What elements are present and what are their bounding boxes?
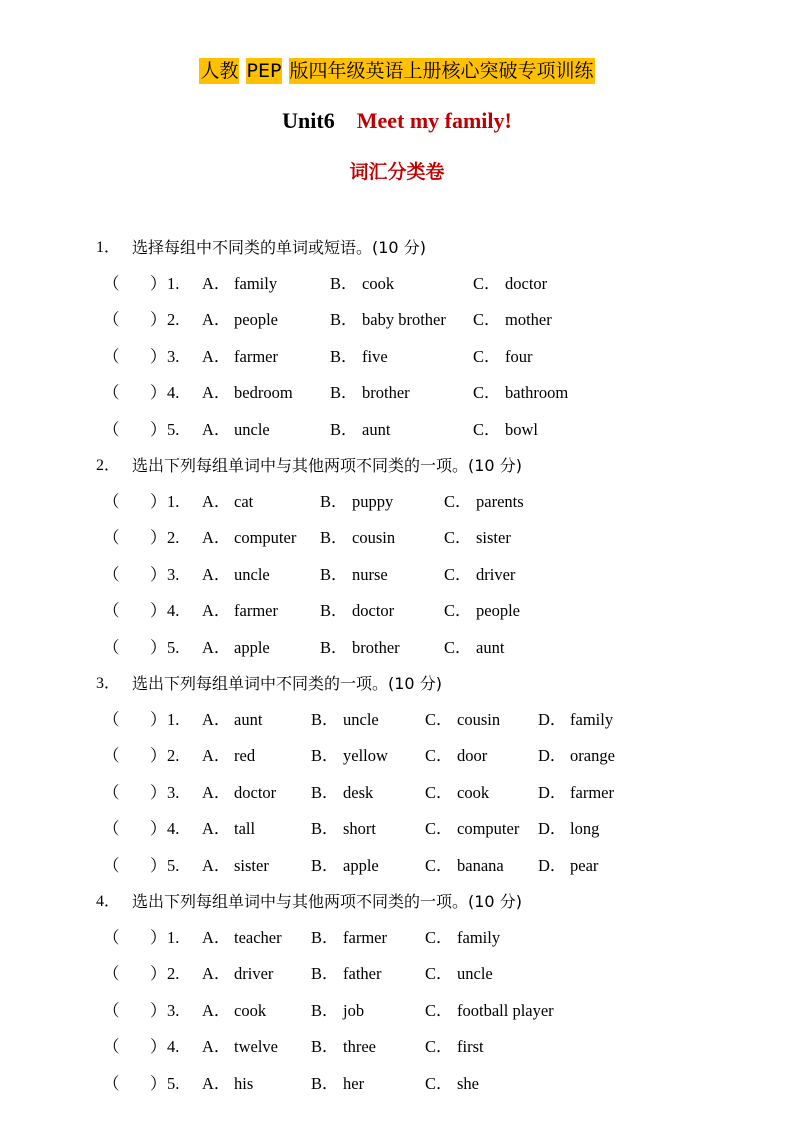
option-letter: A． xyxy=(202,1037,231,1057)
answer-blank-close: ） xyxy=(150,928,167,947)
item-number: 2. xyxy=(167,746,180,766)
option-word: cousin xyxy=(352,528,396,548)
question-row xyxy=(0,520,794,556)
option-letter: D． xyxy=(538,746,567,766)
option-word: four xyxy=(505,346,533,366)
question-section xyxy=(0,230,794,448)
option-word: farmer xyxy=(234,346,278,366)
banner-part: PEP xyxy=(246,60,282,82)
question-row xyxy=(0,1066,794,1102)
option-word: people xyxy=(476,601,520,621)
question-row xyxy=(0,993,794,1029)
answer-blank-close: ） xyxy=(150,310,167,330)
option-word: bowl xyxy=(505,419,538,439)
option-word: family xyxy=(234,274,278,293)
option-word: family xyxy=(457,928,501,947)
answer-blank-open[interactable]: （ xyxy=(103,855,120,875)
worksheet-subtitle: 词汇分类卷 xyxy=(349,161,445,183)
question-row xyxy=(0,775,794,811)
option-word: computer xyxy=(234,528,297,548)
option-word: father xyxy=(343,964,382,984)
answer-blank-close: ） xyxy=(150,1037,167,1057)
answer-blank-close: ） xyxy=(150,710,167,729)
option-letter: B． xyxy=(311,1037,339,1057)
item-number: 4. xyxy=(167,601,180,621)
option-letter: C． xyxy=(473,346,501,366)
option-letter: D． xyxy=(538,855,567,875)
item-number: 1. xyxy=(167,492,180,511)
question-header xyxy=(0,448,794,484)
answer-blank-close: ） xyxy=(150,274,167,293)
option-word: computer xyxy=(457,819,520,839)
answer-blank-close: ） xyxy=(150,492,167,511)
answer-blank-open[interactable]: （ xyxy=(103,819,120,839)
option-word: desk xyxy=(343,782,374,802)
option-letter: C． xyxy=(425,1037,453,1057)
item-number: 5. xyxy=(167,419,180,439)
answer-blank-open[interactable]: （ xyxy=(103,601,120,621)
option-word: farmer xyxy=(570,782,614,802)
item-number: 3. xyxy=(167,564,180,584)
option-word: first xyxy=(457,1037,484,1057)
option-word: red xyxy=(234,746,256,766)
answer-blank-close: ） xyxy=(150,819,167,839)
answer-blank-open[interactable]: （ xyxy=(103,1037,120,1057)
option-letter: C． xyxy=(425,746,453,766)
option-letter: A． xyxy=(202,274,231,293)
option-word: bathroom xyxy=(505,383,569,403)
answer-blank-open[interactable]: （ xyxy=(103,928,120,947)
answer-blank-open[interactable]: （ xyxy=(103,492,120,511)
option-letter: A． xyxy=(202,492,231,511)
option-letter: B． xyxy=(330,274,358,293)
option-word: her xyxy=(343,1073,365,1093)
option-letter: C． xyxy=(473,274,501,293)
option-letter: D． xyxy=(538,782,567,802)
item-number: 2. xyxy=(167,528,180,548)
question-header xyxy=(0,884,794,920)
question-row xyxy=(0,702,794,738)
question-row xyxy=(0,302,794,338)
item-number: 2. xyxy=(167,964,180,984)
question-row xyxy=(0,593,794,629)
option-letter: C． xyxy=(473,310,501,330)
option-word: orange xyxy=(570,746,615,766)
option-letter: C． xyxy=(444,492,472,511)
option-letter: A． xyxy=(202,528,231,548)
option-letter: A． xyxy=(202,928,231,947)
item-number: 1. xyxy=(167,928,180,947)
question-row xyxy=(0,920,794,956)
option-letter: B． xyxy=(330,346,358,366)
option-word: baby brother xyxy=(362,310,446,330)
answer-blank-close: ） xyxy=(150,346,167,366)
option-word: football player xyxy=(457,1000,554,1020)
option-letter: C． xyxy=(425,782,453,802)
option-word: short xyxy=(343,819,376,839)
option-word: aunt xyxy=(362,419,391,439)
option-word: puppy xyxy=(352,492,394,511)
question-number: 4． xyxy=(96,893,121,910)
option-letter: B． xyxy=(311,1073,339,1093)
option-letter: C． xyxy=(425,1000,453,1020)
option-letter: A． xyxy=(202,746,231,766)
option-word: five xyxy=(362,346,388,366)
option-letter: C． xyxy=(425,928,453,947)
item-number: 5. xyxy=(167,1073,180,1093)
option-word: uncle xyxy=(234,419,270,439)
option-letter: B． xyxy=(311,746,339,766)
option-letter: A． xyxy=(202,1073,231,1093)
item-number: 2. xyxy=(167,310,180,330)
question-row xyxy=(0,339,794,375)
item-number: 5. xyxy=(167,855,180,875)
answer-blank-close: ） xyxy=(150,964,167,984)
option-letter: B． xyxy=(311,855,339,875)
option-letter: A． xyxy=(202,819,231,839)
question-row xyxy=(0,412,794,448)
answer-blank-close: ） xyxy=(150,601,167,621)
answer-blank-close: ） xyxy=(150,1000,167,1020)
item-number: 4. xyxy=(167,383,180,403)
option-letter: A． xyxy=(202,855,231,875)
answer-blank-open[interactable]: （ xyxy=(103,964,120,984)
banner-part: 人教 xyxy=(200,60,239,82)
option-letter: B． xyxy=(330,310,358,330)
question-row xyxy=(0,738,794,774)
option-letter: A． xyxy=(202,383,231,403)
option-word: brother xyxy=(362,383,410,403)
question-header xyxy=(0,230,794,266)
option-letter: A． xyxy=(202,782,231,802)
question-instruction: 选出下列每组单词中与其他两项不同类的一项。(10 分) xyxy=(132,892,522,911)
option-letter: B． xyxy=(320,637,348,657)
question-section xyxy=(0,448,794,666)
option-letter: C． xyxy=(425,964,453,984)
option-letter: B． xyxy=(330,419,358,439)
unit-number: Unit6 xyxy=(282,108,335,133)
question-row xyxy=(0,557,794,593)
option-word: doctor xyxy=(505,274,548,293)
option-letter: A． xyxy=(202,564,231,584)
answer-blank-open[interactable]: （ xyxy=(103,1073,120,1093)
question-header xyxy=(0,666,794,702)
item-number: 1. xyxy=(167,274,180,293)
answer-blank-close: ） xyxy=(150,637,167,657)
option-word: pear xyxy=(570,855,599,875)
answer-blank-open[interactable]: （ xyxy=(103,710,120,729)
question-instruction: 选出下列每组单词中不同类的一项。(10 分) xyxy=(132,674,442,693)
option-word: uncle xyxy=(234,564,270,584)
option-word: driver xyxy=(234,964,274,984)
answer-blank-open[interactable]: （ xyxy=(103,383,120,403)
option-word: cook xyxy=(234,1000,267,1020)
option-word: bedroom xyxy=(234,383,293,403)
option-letter: B． xyxy=(311,964,339,984)
option-word: door xyxy=(457,746,488,766)
option-letter: B． xyxy=(311,710,339,729)
question-row xyxy=(0,956,794,992)
item-number: 5. xyxy=(167,637,180,657)
option-word: she xyxy=(457,1073,479,1093)
option-word: nurse xyxy=(352,564,388,584)
option-word: sister xyxy=(476,528,511,548)
unit-title xyxy=(0,108,794,134)
option-letter: B． xyxy=(311,928,339,947)
answer-blank-close: ） xyxy=(150,782,167,802)
question-number: 2． xyxy=(96,457,121,474)
option-word: twelve xyxy=(234,1037,278,1057)
option-letter: C． xyxy=(425,710,453,729)
option-word: cook xyxy=(457,782,490,802)
option-word: people xyxy=(234,310,278,330)
option-letter: A． xyxy=(202,1000,231,1020)
option-letter: A． xyxy=(202,710,231,729)
option-letter: B． xyxy=(320,528,348,548)
option-word: long xyxy=(570,819,600,839)
option-word: teacher xyxy=(234,928,282,947)
option-word: uncle xyxy=(343,710,379,729)
option-letter: C． xyxy=(444,528,472,548)
answer-blank-close: ） xyxy=(150,855,167,875)
answer-blank-open[interactable]: （ xyxy=(103,1000,120,1020)
question-row xyxy=(0,484,794,520)
answer-blank-open[interactable]: （ xyxy=(103,782,120,802)
option-letter: A． xyxy=(202,637,231,657)
option-letter: A． xyxy=(202,419,231,439)
item-number: 3. xyxy=(167,1000,180,1020)
option-word: apple xyxy=(234,637,270,657)
option-letter: C． xyxy=(444,564,472,584)
option-word: three xyxy=(343,1037,376,1057)
answer-blank-open[interactable]: （ xyxy=(103,528,120,548)
option-letter: A． xyxy=(202,964,231,984)
question-number: 1． xyxy=(96,239,121,256)
option-word: driver xyxy=(476,564,516,584)
option-letter: B． xyxy=(320,492,348,511)
option-letter: A． xyxy=(202,346,231,366)
question-instruction: 选择每组中不同类的单词或短语。(10 分) xyxy=(132,238,426,257)
option-letter: C． xyxy=(425,1073,453,1093)
option-letter: C． xyxy=(425,819,453,839)
option-letter: B． xyxy=(330,383,358,403)
question-section xyxy=(0,884,794,1102)
question-row xyxy=(0,811,794,847)
answer-blank-open[interactable]: （ xyxy=(103,346,120,366)
worksheet-banner xyxy=(0,56,794,86)
question-row xyxy=(0,1029,794,1065)
option-word: brother xyxy=(352,637,400,657)
answer-blank-open[interactable]: （ xyxy=(103,310,120,330)
answer-blank-open[interactable]: （ xyxy=(103,274,120,293)
question-row xyxy=(0,375,794,411)
answer-blank-close: ） xyxy=(150,383,167,403)
option-word: family xyxy=(570,710,614,729)
unit-name: Meet my family! xyxy=(356,108,512,133)
question-row xyxy=(0,266,794,302)
option-word: sister xyxy=(234,855,269,875)
option-letter: C． xyxy=(473,383,501,403)
option-letter: B． xyxy=(311,1000,339,1020)
option-word: aunt xyxy=(234,710,263,729)
option-letter: C． xyxy=(425,855,453,875)
option-word: cat xyxy=(234,492,254,511)
item-number: 4. xyxy=(167,1037,180,1057)
option-letter: C． xyxy=(444,637,472,657)
answer-blank-close: ） xyxy=(150,564,167,584)
option-word: job xyxy=(343,1000,365,1020)
item-number: 3. xyxy=(167,346,180,366)
answer-blank-close: ） xyxy=(150,746,167,766)
answer-blank-open[interactable]: （ xyxy=(103,564,120,584)
option-letter: B． xyxy=(311,819,339,839)
option-word: mother xyxy=(505,310,552,330)
answer-blank-close: ） xyxy=(150,419,167,439)
option-word: cousin xyxy=(457,710,501,729)
option-letter: B． xyxy=(320,601,348,621)
item-number: 1. xyxy=(167,710,180,729)
answer-blank-close: ） xyxy=(150,1073,167,1093)
answer-blank-close: ） xyxy=(150,528,167,548)
option-word: his xyxy=(234,1073,254,1093)
option-word: farmer xyxy=(343,928,387,947)
option-letter: B． xyxy=(320,564,348,584)
option-word: farmer xyxy=(234,601,278,621)
option-letter: C． xyxy=(444,601,472,621)
question-row xyxy=(0,630,794,666)
item-number: 3. xyxy=(167,782,180,802)
option-letter: D． xyxy=(538,819,567,839)
option-word: aunt xyxy=(476,637,505,657)
option-word: cook xyxy=(362,274,395,293)
option-word: tall xyxy=(234,819,256,839)
option-word: doctor xyxy=(234,782,277,802)
answer-blank-open[interactable]: （ xyxy=(103,637,120,657)
option-letter: A． xyxy=(202,601,231,621)
answer-blank-open[interactable]: （ xyxy=(103,419,120,439)
question-number: 3． xyxy=(96,675,121,692)
answer-blank-open[interactable]: （ xyxy=(103,746,120,766)
question-instruction: 选出下列每组单词中与其他两项不同类的一项。(10 分) xyxy=(132,456,522,475)
option-word: yellow xyxy=(343,746,388,766)
question-section xyxy=(0,666,794,884)
option-word: uncle xyxy=(457,964,493,984)
option-word: apple xyxy=(343,855,379,875)
option-word: banana xyxy=(457,855,504,875)
option-letter: A． xyxy=(202,310,231,330)
option-letter: D． xyxy=(538,710,567,729)
option-letter: C． xyxy=(473,419,501,439)
option-letter: B． xyxy=(311,782,339,802)
option-word: doctor xyxy=(352,601,395,621)
question-row xyxy=(0,848,794,884)
banner-part: 版四年级英语上册核心突破专项训练 xyxy=(289,60,594,82)
item-number: 4. xyxy=(167,819,180,839)
option-word: parents xyxy=(476,492,524,511)
